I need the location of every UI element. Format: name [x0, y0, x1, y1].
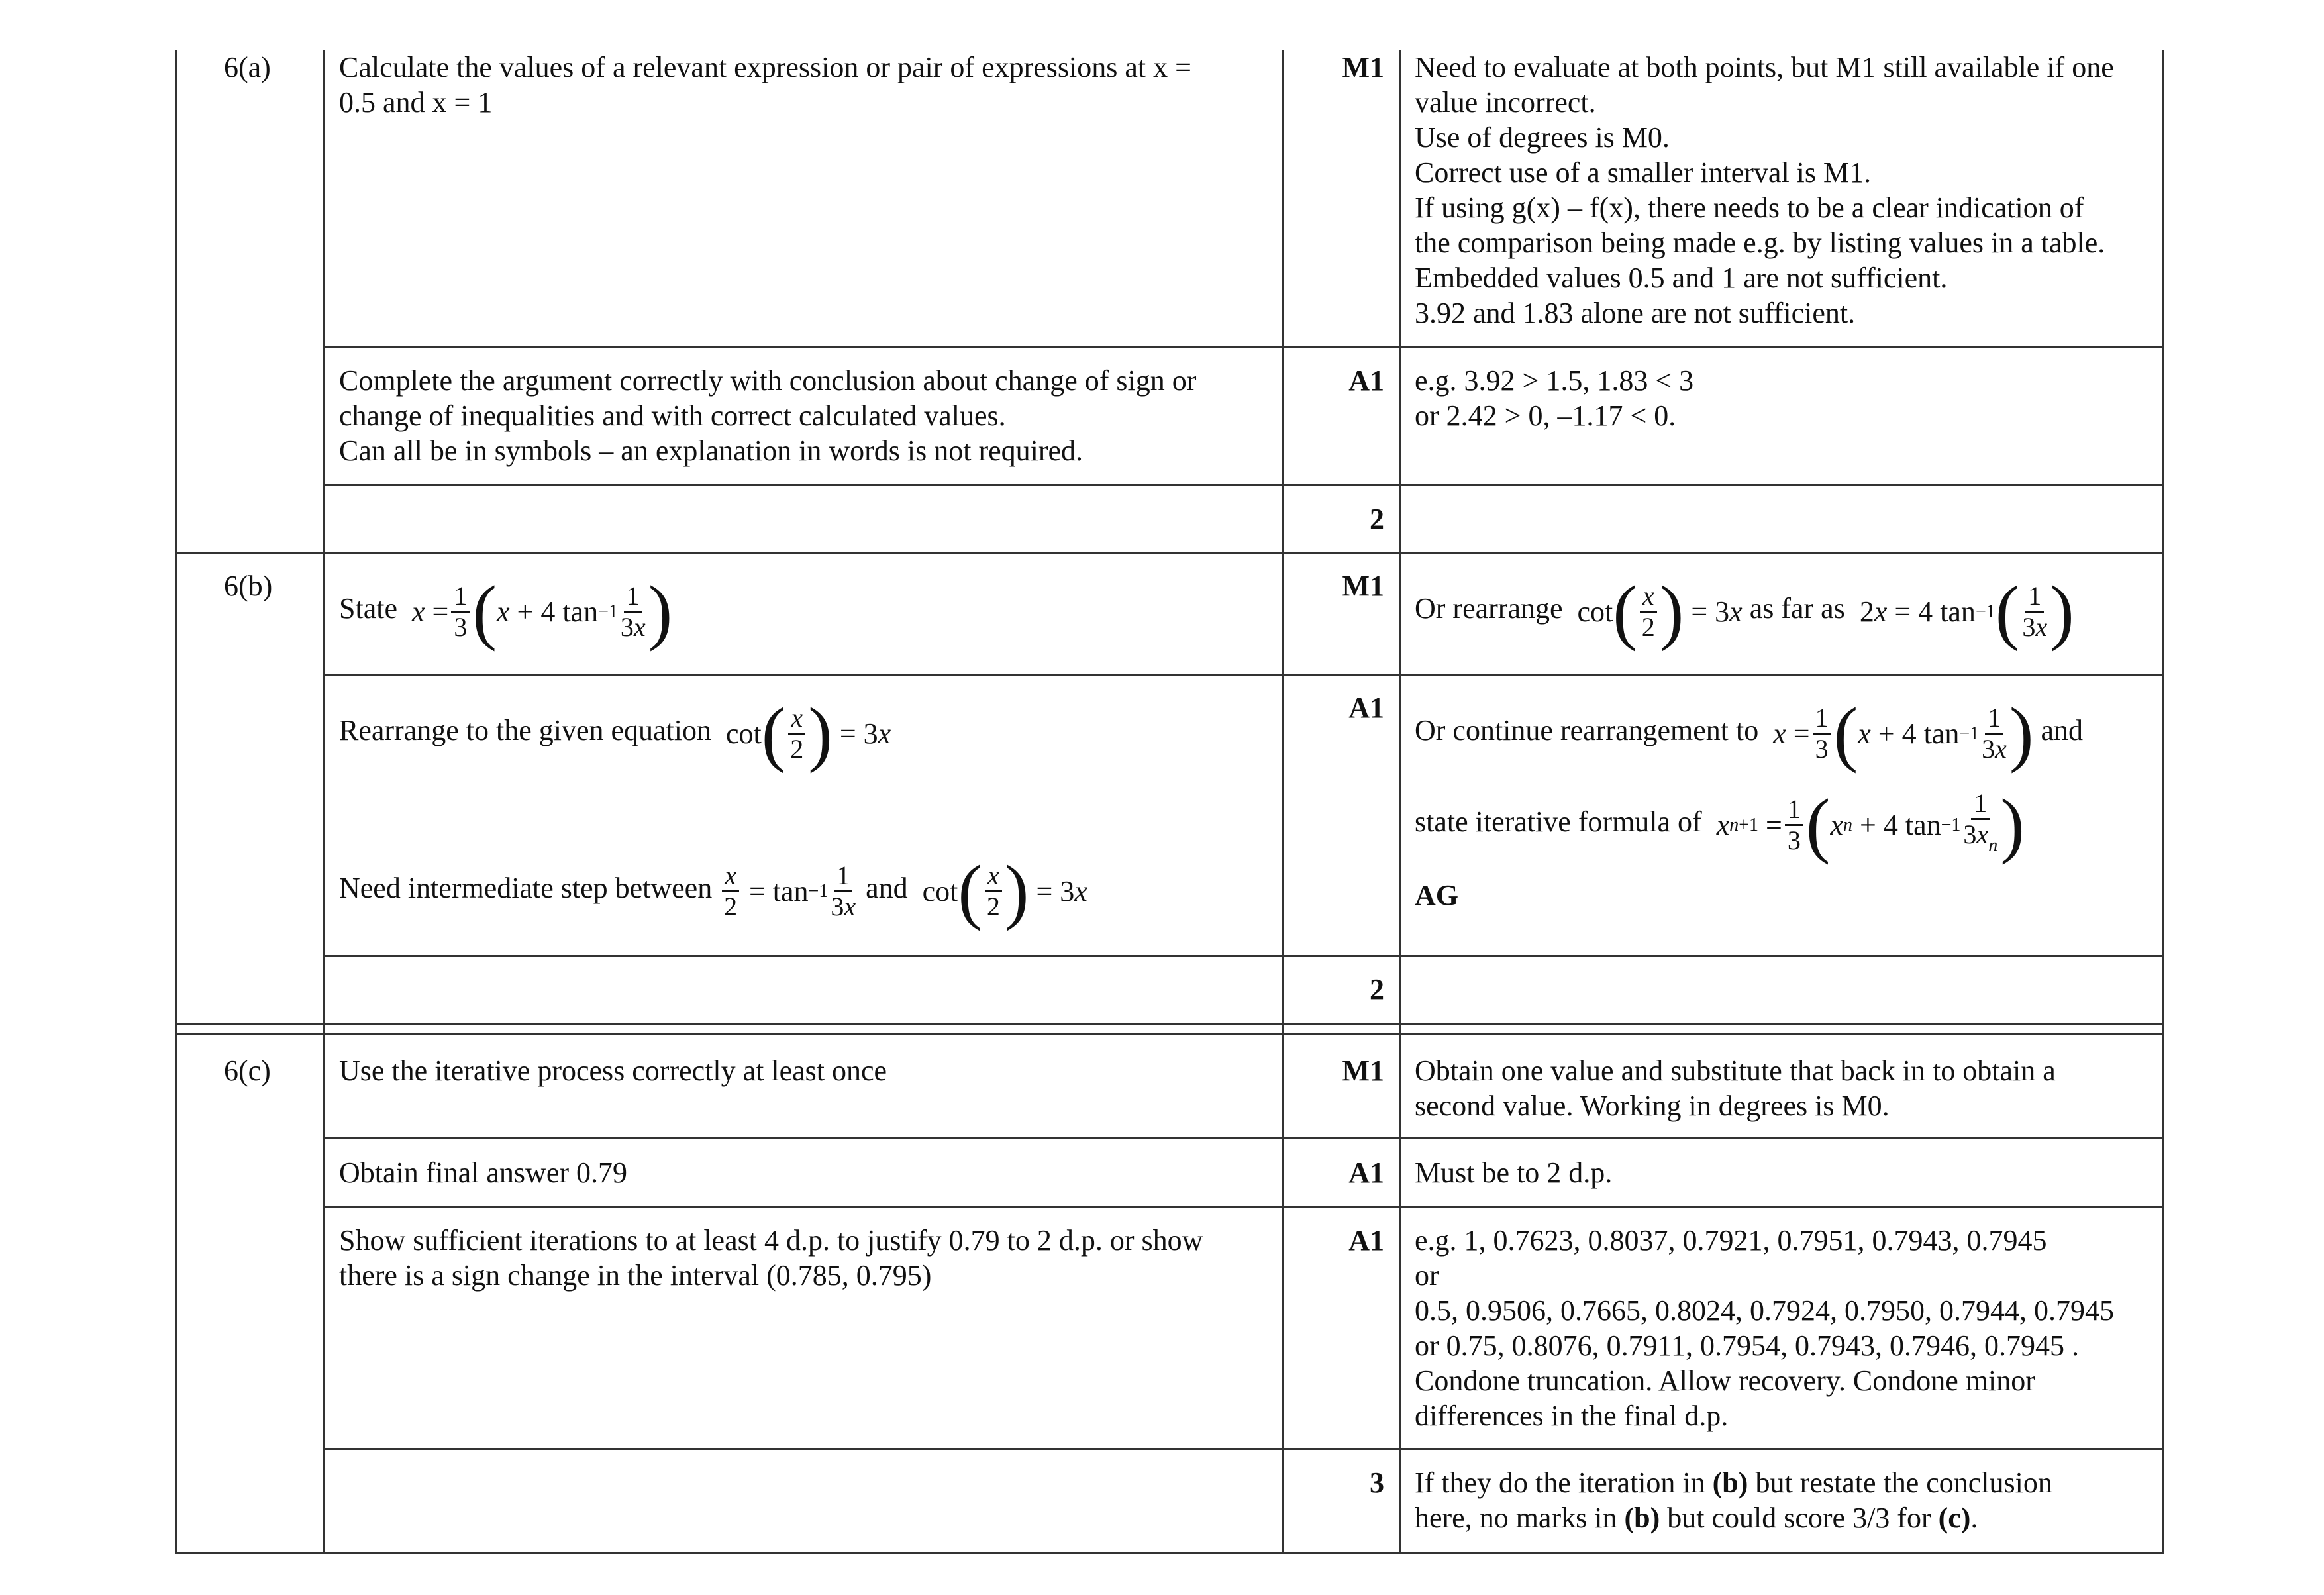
answer-guidance — [339, 50, 1191, 120]
table-border-bottom — [175, 1552, 2164, 1554]
formula-cot-equation: cot ( $\frac{x}{2}$ ) = 3 x — [915, 850, 1087, 931]
note-text: here, no marks in — [1415, 1502, 1625, 1534]
marker-notes — [1415, 1223, 2114, 1433]
note-text: but restate the conclusion — [1748, 1466, 2052, 1499]
note-line: or 2.42 > 0, –1.17 < 0. — [1415, 399, 1676, 432]
mark-code: A1 — [1348, 692, 1384, 724]
guidance-line: Obtain final answer 0.79 — [339, 1157, 627, 1189]
formula-cot-equation: cot ( $\frac{x}{2}$ ) = 3 x — [1570, 571, 1743, 652]
mark-code: M1 — [1342, 1055, 1384, 1087]
guidance-line: Show sufficient iterations to at least 4 d.p. to justify 0.79 to 2 d.p. or show — [339, 1224, 1203, 1257]
note-prefix: Or rearrange — [1415, 592, 1563, 625]
total-marks: 2 — [1370, 973, 1384, 1005]
question-label: 6(c) — [224, 1055, 271, 1087]
row-divider — [323, 955, 2164, 957]
answer-guidance — [339, 363, 1196, 468]
total-marks: 3 — [1370, 1466, 1384, 1499]
note-line: Use of degrees is M0. — [1415, 121, 1670, 154]
note-text: but could score 3/3 for — [1660, 1502, 1939, 1534]
note-line: differences in the final d.p. — [1415, 1400, 1729, 1432]
guidance-line: Complete the argument correctly with conclusion about change of sign or — [339, 364, 1197, 397]
guidance-prefix: State — [339, 592, 397, 625]
note-line: second value. Working in degrees is M0. — [1415, 1090, 1890, 1122]
row-divider — [323, 484, 2164, 486]
row-divider — [323, 1137, 2164, 1139]
total-marks: 2 — [1370, 503, 1384, 535]
note-line: Correct use of a smaller interval is M1. — [1415, 156, 1872, 189]
guidance-line: Calculate the values of a relevant expression or pair of expressions at x = — [339, 51, 1191, 83]
note-line: 3.92 and 1.83 alone are not sufficient. — [1415, 297, 1856, 329]
note-bold: (c) — [1938, 1502, 1971, 1534]
row-divider — [323, 346, 2164, 348]
row-divider — [323, 1206, 2164, 1208]
mark-code: A1 — [1348, 1224, 1384, 1257]
guidance-mid: and — [866, 872, 908, 905]
answer-given-tag — [1415, 878, 1458, 913]
guidance-line: Use the iterative process correctly at least once — [339, 1055, 887, 1087]
ag-label: AG — [1415, 879, 1458, 911]
marker-notes — [1415, 571, 2074, 652]
note-suffix: and — [2041, 714, 2084, 747]
note-line: 0.5, 0.9506, 0.7665, 0.8024, 0.7924, 0.7950, 0.7944, 0.7945 — [1415, 1294, 2114, 1327]
question-label: 6(b) — [224, 570, 273, 602]
note-line: value incorrect. — [1415, 86, 1596, 119]
section-divider — [175, 1023, 2164, 1025]
note-line: e.g. 1, 0.7623, 0.8037, 0.7921, 0.7951, 0.7943, 0.7945 — [1415, 1224, 2047, 1257]
guidance-prefix: Rearrange to the given equation — [339, 714, 712, 747]
answer-guidance-step — [339, 850, 1087, 931]
note-line: Condone truncation. Allow recovery. Condone minor — [1415, 1364, 2035, 1397]
section-divider — [175, 1033, 2164, 1035]
guidance-line: Can all be in symbols – an explanation in words is not required. — [339, 435, 1084, 467]
formula-x-rearranged: x = $\frac{1}{3}$ ( x + 4 tan −1 $\frac{1}{3x}$ ) — [411, 571, 673, 652]
answer-guidance — [339, 1053, 887, 1088]
formula-2x: 2 x = 4 tan −1 ( $\frac{1}{3x}$ ) — [1852, 571, 2074, 652]
marker-notes — [1415, 363, 1693, 433]
note-text: . — [1970, 1502, 1978, 1534]
answer-guidance — [339, 1155, 627, 1190]
table-border-left — [175, 50, 177, 1554]
mark-code: M1 — [1342, 51, 1384, 83]
marker-notes — [1415, 1155, 1612, 1190]
question-label: 6(a) — [224, 51, 271, 83]
mark-code: M1 — [1342, 570, 1384, 602]
note-line: Must be to 2 d.p. — [1415, 1157, 1613, 1189]
row-divider — [323, 1448, 2164, 1450]
marker-notes — [1415, 693, 2084, 774]
note-line: Obtain one value and substitute that back in to obtain a — [1415, 1055, 2056, 1087]
formula-cot-equation: cot ( $\frac{x}{2}$ ) = 3 x — [719, 693, 891, 774]
column-divider-question — [323, 50, 325, 1554]
note-line: Need to evaluate at both points, but M1 still available if one — [1415, 51, 2114, 83]
guidance-line: 0.5 and x = 1 — [339, 86, 493, 119]
table-border-right — [2162, 50, 2164, 1554]
column-divider-marks — [1399, 50, 1401, 1554]
section-divider — [175, 552, 2164, 554]
note-prefix: Or continue rearrangement to — [1415, 714, 1759, 747]
note-line: Embedded values 0.5 and 1 are not sufficient. — [1415, 262, 1948, 294]
marker-notes — [1415, 50, 2114, 331]
guidance-prefix: Need intermediate step between — [339, 872, 713, 905]
note-bold: (b) — [1624, 1502, 1660, 1534]
note-line: the comparison being made e.g. by listing values in a table. — [1415, 227, 2105, 259]
note-text: If they do the iteration in — [1415, 1466, 1713, 1499]
answer-guidance — [339, 693, 891, 774]
mark-code: A1 — [1348, 1157, 1384, 1189]
formula-x-rearranged: x = $\frac{1}{3}$ ( x + 4 tan −1 $\frac{1}{3x}$ ) — [1773, 693, 2034, 774]
answer-guidance — [339, 1223, 1203, 1293]
marker-notes-iterative — [1415, 784, 2025, 865]
marker-notes — [1415, 1465, 2052, 1535]
note-bold: (b) — [1712, 1466, 1748, 1499]
column-divider-answer — [1282, 50, 1284, 1554]
row-divider — [323, 674, 2164, 676]
answer-guidance — [339, 571, 673, 652]
note-line: If using g(x) – f(x), there needs to be a clear indication of — [1415, 191, 2084, 224]
mark-code: A1 — [1348, 364, 1384, 397]
note-line: or — [1415, 1259, 1439, 1292]
note-line — [1415, 1500, 2052, 1535]
note-prefix: state iterative formula of — [1415, 805, 1702, 839]
marker-notes — [1415, 1053, 2056, 1123]
formula-intermediate: $\frac{x}{2}$ = tan −1 $\frac{1}{3x}$ — [719, 861, 858, 921]
note-line: or 0.75, 0.8076, 0.7911, 0.7954, 0.7943, 0.7946, 0.7945 . — [1415, 1329, 2080, 1362]
note-line — [1415, 1465, 2052, 1500]
note-line: e.g. 3.92 > 1.5, 1.83 < 3 — [1415, 364, 1694, 397]
guidance-line: there is a sign change in the interval (0.785, 0.795) — [339, 1259, 932, 1292]
note-mid: as far as — [1749, 592, 1845, 625]
formula-iterative: x n+1 = $\frac{1}{3}$ ( x n + 4 tan −1 $\frac{1}{3x_n}$ ) — [1716, 784, 2025, 865]
guidance-line: change of inequalities and with correct calculated values. — [339, 399, 1006, 432]
